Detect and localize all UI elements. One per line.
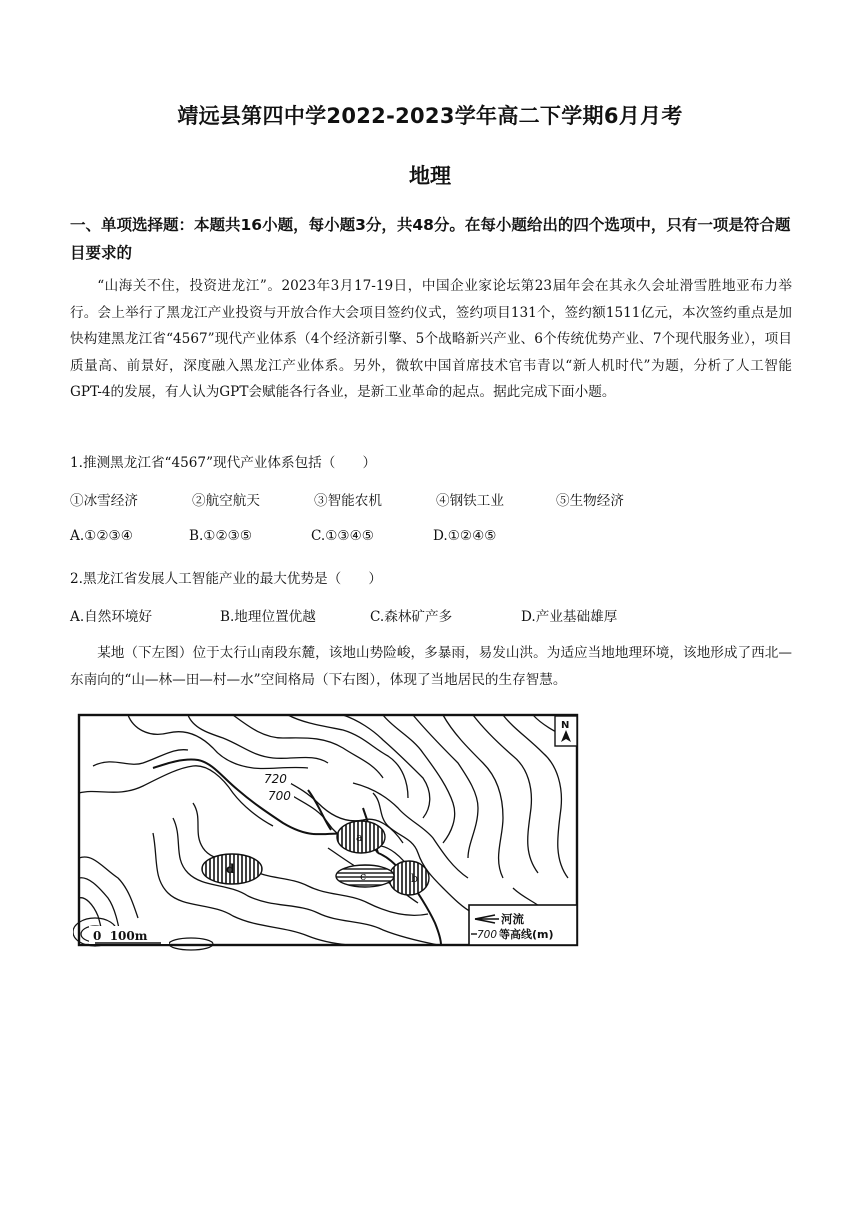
question-1-items: [70, 489, 792, 509]
legend-contour-value: 700: [477, 929, 498, 941]
passage-1: “山海关不住，投资进龙江”。2023年3月17-19日，中国企业家论坛第23届年会在其永久会址滑雪胜地亚布力举行。会上举行了黑龙江产业投资与开放合作大会项目签约仪式，签约项目131个，签约额1511亿元，本次签约重点是加快构建黑龙江省“4567”现代产业体系（4个经济新引擎、5个战略新兴产业、6个传统优势产业、7个现代服务业），项目质量高、前景好，深度融入黑龙江产业体系。另外，微软中国首席技术官韦青以“新人机时代”为题，分析了人工智能GPT-4的发展，有人认为GPT会赋能各行各业，是新工业革命的起点。据此完成下面小题。: [70, 278, 792, 400]
q2-option-c: C.森林矿产多: [370, 609, 453, 625]
svg-text:a: a: [356, 831, 363, 844]
contour-label-720: 720: [264, 772, 287, 786]
svg-text:N: N: [561, 720, 570, 731]
q2-option-d: D.产业基础雄厚: [521, 609, 618, 625]
passage-2: 某地（下左图）位于太行山南段东麓，该地山势险峻，多暴雨，易发山洪。为适应当地地理环境，该地形成了西北—东南向的“山—林—田—村—水”空间格局（下右图），体现了当地居民的生存智慧。: [70, 645, 792, 688]
q1-option-c: C.①③④⑤: [311, 528, 374, 544]
exam-title: 靖远县第四中学2022-2023学年高二下学期6月月考: [177, 104, 683, 128]
contour-label-700: 700: [268, 789, 291, 803]
zone-b: [389, 861, 429, 895]
scale-bar: [89, 926, 169, 944]
svg-text:c: c: [360, 870, 367, 883]
svg-text:d: d: [226, 862, 235, 876]
question-2-stem: 2.黑龙江省发展人工智能产业的最大优势是（ ）: [70, 571, 383, 587]
q2-option-b: B.地理位置优越: [220, 609, 316, 625]
legend-contour-label: 等高线(m): [499, 928, 554, 941]
q1-item-3: ③智能农机: [314, 493, 382, 509]
svg-text:b: b: [411, 872, 419, 885]
q1-item-2: ②航空航天: [192, 493, 260, 509]
q1-item-5: ⑤生物经济: [556, 493, 624, 509]
section-heading: 一、单项选择题：本题共16小题，每小题3分，共48分。在每小题给出的四个选项中，只有一项是符合题目要求的: [70, 216, 791, 262]
map-legend: [469, 905, 577, 945]
zone-c: [336, 865, 394, 887]
zone-a: [337, 821, 385, 853]
question-1-stem: 1.推测黑龙江省“4567”现代产业体系包括（ ）: [70, 455, 377, 471]
exam-subject: 地理: [409, 164, 451, 188]
q1-item-1: ①冰雪经济: [70, 493, 138, 509]
legend-river-label: 河流: [501, 912, 524, 926]
q1-option-a: A.①②③④: [70, 528, 133, 544]
topographic-map: [73, 708, 584, 953]
svg-text:0 100m: 0 100m: [93, 929, 148, 943]
q2-option-a: A.自然环境好: [70, 609, 153, 625]
q1-item-4: ④钢铁工业: [436, 493, 504, 509]
q1-option-b: B.①②③⑤: [189, 528, 253, 544]
q1-option-d: D.①②④⑤: [433, 528, 497, 544]
question-1-options: [70, 528, 496, 544]
zone-d: [202, 854, 262, 884]
north-arrow: [555, 716, 577, 746]
question-2-options: [70, 605, 617, 625]
